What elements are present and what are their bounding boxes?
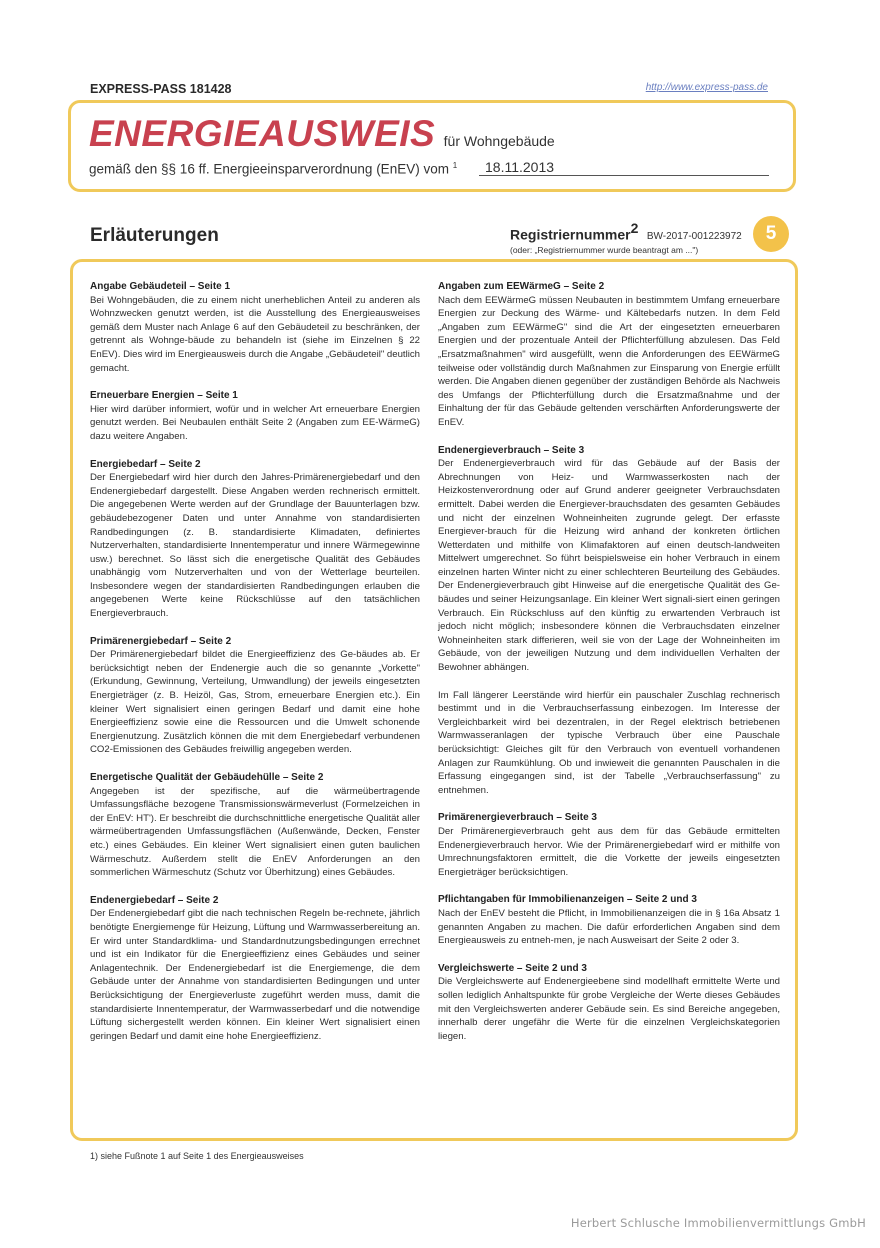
section-body: Der Energiebedarf wird hier durch den Jahres-Primärenergiebedarf und den Endenergiebedarf dargestellt. Diese Angaben werden rechnerisch ermittelt. Die angegebenen Werte werden auf der Grundlage der Bauunterlagen bzw. gebäudebezogener Daten und unter Annahme von standardisierten Randbedingungen (z. B. standardisierte Klimadaten, definiertes Nutzerverhalten, standardisierte Innentemperatur und innere Wärmegewinne usw.) berechnet. So lässt sich die energetische Qualität des Gebäudes unabhängig vom Nutzerverhalten und von der Wetterlage beurteilen. Insbesondere wegen der standardisierten Randbedingungen erlauben die angegebenen Werte keine Rückschlüsse auf den tatsächlichen Energieverbrauch. bbox=[90, 472, 420, 620]
law-text: gemäß den §§ 16 ff. Energieeinsparverordnung (EnEV) vom bbox=[89, 161, 449, 177]
explanation-section bbox=[90, 894, 420, 1044]
explanation-section bbox=[438, 280, 780, 430]
section-body: Der Primärenergieverbrauch geht aus dem für das Gebäude ermittelten Endenergieverbrauch hervor. Wie der Primärenergiebedarf wird er mithilfe von Umrechnungsfaktoren ermittelt, die die Vorkette der jeweils eingesetzten Energieträger berücksichtigen. bbox=[438, 825, 780, 878]
top-line bbox=[90, 82, 768, 98]
title-row bbox=[89, 113, 555, 155]
explanation-section bbox=[90, 458, 420, 621]
explanation-section bbox=[438, 444, 780, 675]
explanation-section bbox=[90, 389, 420, 443]
explanation-section bbox=[90, 635, 420, 757]
section-heading: Primärenergieverbrauch – Seite 3 bbox=[438, 812, 597, 824]
explanation-section bbox=[438, 893, 780, 947]
left-column bbox=[90, 280, 420, 1057]
document-title: ENERGIEAUSWEIS bbox=[89, 113, 436, 154]
section-heading: Angaben zum EEWärmeG – Seite 2 bbox=[438, 281, 605, 292]
registration-block bbox=[510, 220, 742, 255]
section-heading: Primärenergiebedarf – Seite 2 bbox=[90, 635, 232, 647]
footnote: 1) siehe Fußnote 1 auf Seite 1 des Energieausweises bbox=[90, 1151, 304, 1161]
right-column bbox=[438, 280, 780, 1057]
section-heading: Erneuerbare Energien – Seite 1 bbox=[90, 390, 238, 402]
registration-footnote-mark: 2 bbox=[630, 220, 639, 236]
explanations-box bbox=[70, 259, 798, 1141]
explanation-section bbox=[438, 962, 780, 1044]
law-footnote-mark: 1 bbox=[452, 161, 458, 170]
section-title: Erläuterungen bbox=[90, 225, 219, 246]
page-number-badge: 5 bbox=[753, 216, 789, 252]
section-body: Nach dem EEWärmeG müssen Neubauten in bestimmtem Umfang erneuerbare Energien zur Deckung des Wärme- und Kältebedarfs nutzen. In dem Feld „Angaben zum EEWärmeG" sind die Art der eingesetzten erneuerbaren Energien und der prozentuale Anteil der Pflichterfüllung abzulesen. Das Feld „Ersatzmaßnahmen" wird ausgefüllt, wenn die Anforderungen des EEWärmeG teilweise oder vollständig durch Maßnahmen zur Einsparung von Energie erfüllt werden. Die Angaben dienen gegenüber der zuständigen Behörde als Nachweis des Umfangs der Pflichterfüllung durch die Ersatzmaßnahme und der Einhaltung der für das Gebäude geltenden verschärften Anforderungswerte der EnEV. bbox=[438, 294, 780, 428]
document-subtitle: für Wohngebäude bbox=[443, 133, 555, 149]
section-heading: Energetische Qualität der Gebäudehülle – Seite 2 bbox=[90, 772, 324, 783]
explanation-section-continued bbox=[438, 689, 780, 798]
document-id: EXPRESS-PASS 181428 bbox=[90, 82, 232, 96]
section-heading: Vergleichswerte – Seite 2 und 3 bbox=[438, 962, 587, 974]
section-body: Nach der EnEV besteht die Pflicht, in Immobilienanzeigen die in § 16a Absatz 1 genannten Angaben zu machen. Die dafür erforderlichen Angaben sind dem Energieausweis zu entneh-men, je nach Ausweisart der Seite 2 oder 3. bbox=[438, 907, 780, 947]
section-heading: Endenergiebedarf – Seite 2 bbox=[90, 894, 219, 906]
company-watermark: Herbert Schlusche Immobilienvermittlungs GmbH bbox=[570, 1216, 866, 1230]
registration-label: Registriernummer bbox=[510, 226, 631, 243]
section-heading: Pflichtangaben für Immobilienanzeigen – Seite 2 und 3 bbox=[438, 894, 697, 906]
registration-number: BW-2017-001223972 bbox=[646, 231, 742, 243]
explanation-section bbox=[438, 811, 780, 879]
registration-note: (oder: „Registriernummer wurde beantragt am ...") bbox=[510, 245, 699, 256]
section-body: Im Fall längerer Leerstände wird hierfür ein pauschaler Zuschlag rechnerisch bestimmt und in die Verbrauchserfassung einbezogen. Im Interesse der Vergleichbarkeit wird bei dezentralen, in der Regel elektrisch betriebenen Warmwasseranlagen der typische Verbrauch über eine Pauschale berücksichtigt: Gleiches gilt für den Verbrauch von eventuell vorhandenen Anlagen zur Raumkühlung. Ob und inwieweit die genannten Pauschalen in die Erfassung eingegangen sind, ist der Tabelle „Verbrauchserfassung" zu entnehmen. bbox=[438, 689, 780, 796]
section-body: Der Primärenergiebedarf bildet die Energieeffizienz des Ge-bäudes ab. Er berücksichtigt neben der Endenergie auch die so genannte „Vorkette" (Erkundung, Gewinnung, Verteilung, Umwandlung) der jeweils eingesetzten Energieträger (z. B. Heizöl, Gas, Strom, erneuerbare Energien etc.). Ein kleiner Wert signalisiert einen geringen Bedarf und damit eine hohe Energieeffizienz sowie eine die Ressourcen und die Umwelt schonende Energienutzung. Zusätzlich können die mit dem Energiebedarf verbundenen CO2-Emissionen des Gebäudes freiwillig angegeben werden. bbox=[90, 649, 420, 756]
law-reference bbox=[89, 161, 457, 177]
title-box bbox=[68, 100, 796, 192]
section-body: Der Endenergieverbrauch wird für das Gebäude auf der Basis der Abrechnungen von Heiz- und Warmwasserkosten nach der Heizkostenverordnung oder auf Grund anderer geeigneter Verbrauchsdaten ermittelt. Dabei werden die Energiever-brauchsdaten des gesamten Gebäudes und nicht der einzelnen Wohneinheiten zugrunde gelegt. Der erfasste Energiever-brauch für die Heizung wird anhand der konkreten örtlichen Wetterdaten und mithilfe von Klimafaktoren auf einen deutsch-landweiten Mittelwert umgerechnet. So führt beispielsweise ein hoher Verbrauch in einem einzelnen harten Winter nicht zu einer schlechteren Beurteilung des Gebäudes. Der Endenergieverbrauch gibt Hinweise auf die energetische Qualität des Ge-bäudes und seiner Heizungsanlage. Ein kleiner Wert signali-siert einen geringen Verbrauch. Ein Rückschluss auf den künftig zu erwartenden Verbrauch ist jedoch nicht möglich; insbesondere können die Verbrauchsdaten einzelner Wohneinheiten stark differieren, weil sie von der Lage der Wohneinheiten im Gebäude, von der jeweiligen Nutzung und dem individuellen Verhalten der Bewohner abhängen. bbox=[438, 458, 780, 674]
section-body: Die Vergleichswerte auf Endenergieebene sind modellhaft ermittelte Werte und sollen lediglich Anhaltspunkte für grobe Vergleiche der Werte dieses Gebäudes mit den Vergleichswerten anderer Gebäude sein. Es sind Bereiche angegeben, innerhalb derer ungefähr die Werte für die einzelnen Vergleichskategorien liegen. bbox=[438, 976, 780, 1042]
section-body: Angegeben ist der spezifische, auf die wärmeübertragende Umfassungsfläche bezogene Transmissionswärmeverlust (Formelzeichen in der EnEV: HT'). Er beschreibt die durchschnittliche energetische Qualität aller wärmeübertragenden Umfassungsflächen (Außenwände, Decken, Fenster etc.) eines Gebäudes. Ein kleiner Wert signalisiert einen guten baulichen Wärmeschutz. Außerdem stellt die EnEV Anforderungen an den sommerlichen Wärmeschutz (Schutz vor Überhitzung) eines Gebäudes. bbox=[90, 785, 420, 879]
date-field: 18.11.2013 bbox=[479, 159, 769, 176]
website-link[interactable]: http://www.express-pass.de bbox=[645, 82, 768, 93]
section-body: Hier wird darüber informiert, wofür und in welcher Art erneuerbare Energien genutzt werden. Bei Neubaulen enthält Seite 2 (Angaben zum EE-WärmeG) dazu weitere Angaben. bbox=[90, 403, 420, 442]
section-body: Der Endenergiebedarf gibt die nach technischen Regeln be-rechnete, jährlich benötigte Energiemenge für Heizung, Lüftung und Warmwasserbereitung an. Er wird unter Standardklima- und Standardnutzungsbedingungen errechnet und ist ein Indikator für die Energieeffizienz eines Gebäudes und seiner Anlagentechnik. Der Endenergiebedarf ist die Energiemenge, die dem Gebäude unter der Annahme von standardisierten Bedingungen und unter Berücksichtigung der Energieverluste zugeführt werden muss, damit die standardisierte Innentemperatur, der Warmwasserbedarf und die notwendige Lüftung sichergestellt werden können. Ein kleiner Wert signalisiert einen geringen Bedarf und damit eine hohe Energieeffizienz. bbox=[90, 908, 420, 1042]
section-heading: Angabe Gebäudeteil – Seite 1 bbox=[90, 281, 231, 292]
explanation-section bbox=[90, 771, 420, 880]
section-body: Bei Wohngebäuden, die zu einem nicht unerheblichen Anteil zu anderen als Wohnzwecken genutzt werden, ist die Ausstellung des Energieausweises gemäß dem Muster nach Anlage 6 auf den Gebäudeteil zu beschränken, der getrennt als Wohnge-bäude zu behandeln ist (siehe im Einzelnen § 22 EnEV). Dies wird im Energieausweis durch die Angabe „Gebäudeteil" deutlich gemacht. bbox=[90, 294, 420, 374]
explanation-section bbox=[90, 280, 420, 375]
section-heading: Endenergieverbrauch – Seite 3 bbox=[438, 444, 585, 456]
section-heading: Energiebedarf – Seite 2 bbox=[90, 458, 201, 470]
